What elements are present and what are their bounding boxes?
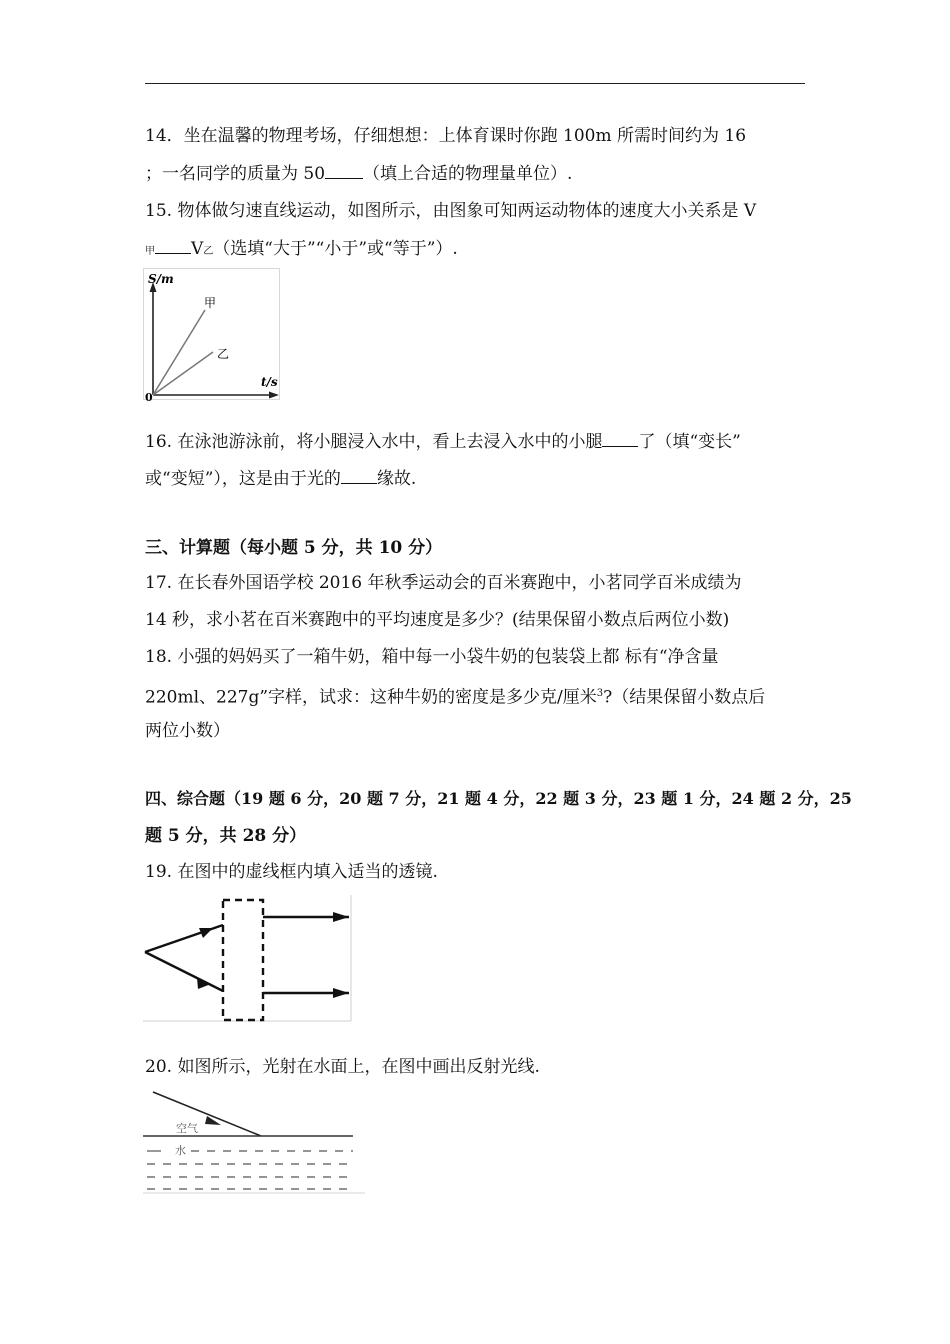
section4-heading-2: 题 5 分，共 28 分）	[145, 826, 307, 846]
q16-line2-post: 缘故.	[376, 469, 417, 489]
q19-ray-in-lower	[145, 952, 223, 991]
q15-label-jia: 甲	[204, 296, 217, 310]
q19-lens-diagram	[143, 895, 353, 1023]
q19-arrow-in-upper	[199, 928, 213, 938]
q15-line-yi	[153, 352, 213, 395]
q18-line3: 两位小数）	[145, 721, 230, 741]
q14-answer-blank[interactable]	[325, 162, 363, 179]
q16-line1-post: 了（填“变长”	[638, 432, 741, 452]
q16-line1-pre: 16. 在泳池游泳前，将小腿浸入水中，看上去浸入水中的小腿	[145, 432, 603, 452]
q15-line2-post: （选填“大于”“小于”或“等于”）.	[213, 239, 458, 259]
q15-x-label: t/s	[261, 375, 278, 389]
q18-line2-pre: 220ml、227g”字样，试求：这种牛奶的密度是多少克/厘米	[145, 687, 597, 708]
q16-answer-blank-1[interactable]	[602, 430, 638, 447]
q15-st-graph	[143, 268, 283, 403]
q18-line2-sup: 3	[596, 688, 604, 699]
q15-sub-yi: 乙	[203, 246, 214, 257]
q17-line1: 17. 在长春外国语学校 2016 年秋季运动会的百米赛跑中，小茗同学百米成绩为	[145, 573, 742, 593]
q14-line1: 14．坐在温馨的物理考场，仔细想想：上体育课时你跑 100m 所需时间约为 16	[145, 126, 747, 146]
q19-arrow-out-upper	[333, 912, 349, 922]
q19-dashed-box[interactable]	[223, 900, 263, 1020]
q19-line1: 19. 在图中的虚线框内填入适当的透镜.	[145, 862, 438, 882]
section3-heading: 三、计算题（每小题 5 分，共 10 分）	[145, 538, 443, 558]
q16-line1	[145, 430, 741, 453]
q15-y-label: S/m	[148, 272, 174, 286]
q18-line1: 18. 小强的妈妈买了一箱牛奶，箱中每一小袋牛奶的包装袋上都 标有“净含量	[145, 647, 719, 667]
q15-line-jia	[153, 310, 205, 395]
q14-line2	[145, 162, 572, 185]
q15-line1: 15. 物体做匀速直线运动，如图所示，由图象可知两运动物体的速度大小关系是 V	[145, 201, 757, 221]
q15-origin: 0	[145, 391, 153, 403]
q15-graph-frame	[144, 269, 280, 400]
q16-line2	[145, 467, 416, 490]
q18-line2-post: ?（结果保留小数点后	[603, 687, 766, 708]
q18-line2	[145, 683, 765, 709]
q15-label-yi: 乙	[217, 347, 230, 361]
q20-water-label: 水	[175, 1144, 186, 1157]
q17-line2: 14 秒，求小茗在百米赛跑中的平均速度是多少？(结果保留小数点后两位小数)	[145, 610, 730, 630]
q15-x-arrow	[269, 392, 279, 399]
q20-incident-ray	[153, 1092, 261, 1136]
section4-heading-1: 四、综合题（19 题 6 分，20 题 7 分，21 题 4 分，22 题 3 分，23 题 1 分，24 题 2 分，25	[145, 789, 852, 808]
q20-water-diagram	[143, 1088, 368, 1196]
q20-air-label: 空气	[176, 1122, 198, 1135]
q19-arrow-in-lower	[197, 978, 211, 989]
q15-v: V	[191, 239, 204, 259]
q16-line2-pre: 或“变短”），这是由于光的	[145, 469, 341, 489]
q14-line2-post: （填上合适的物理量单位）.	[363, 164, 573, 184]
q15-sub-jia: 甲	[145, 246, 155, 257]
q20-line1: 20. 如图所示，光射在水面上，在图中画出反射光线.	[145, 1057, 540, 1077]
q15-line2	[145, 237, 458, 263]
header-rule	[145, 83, 805, 84]
q15-answer-blank[interactable]	[155, 237, 191, 254]
q14-line2-pre: ；一名同学的质量为 50	[145, 164, 326, 184]
q16-answer-blank-2[interactable]	[341, 467, 377, 484]
q19-arrow-out-lower	[333, 988, 349, 998]
q20-incident-arrow	[205, 1116, 221, 1125]
